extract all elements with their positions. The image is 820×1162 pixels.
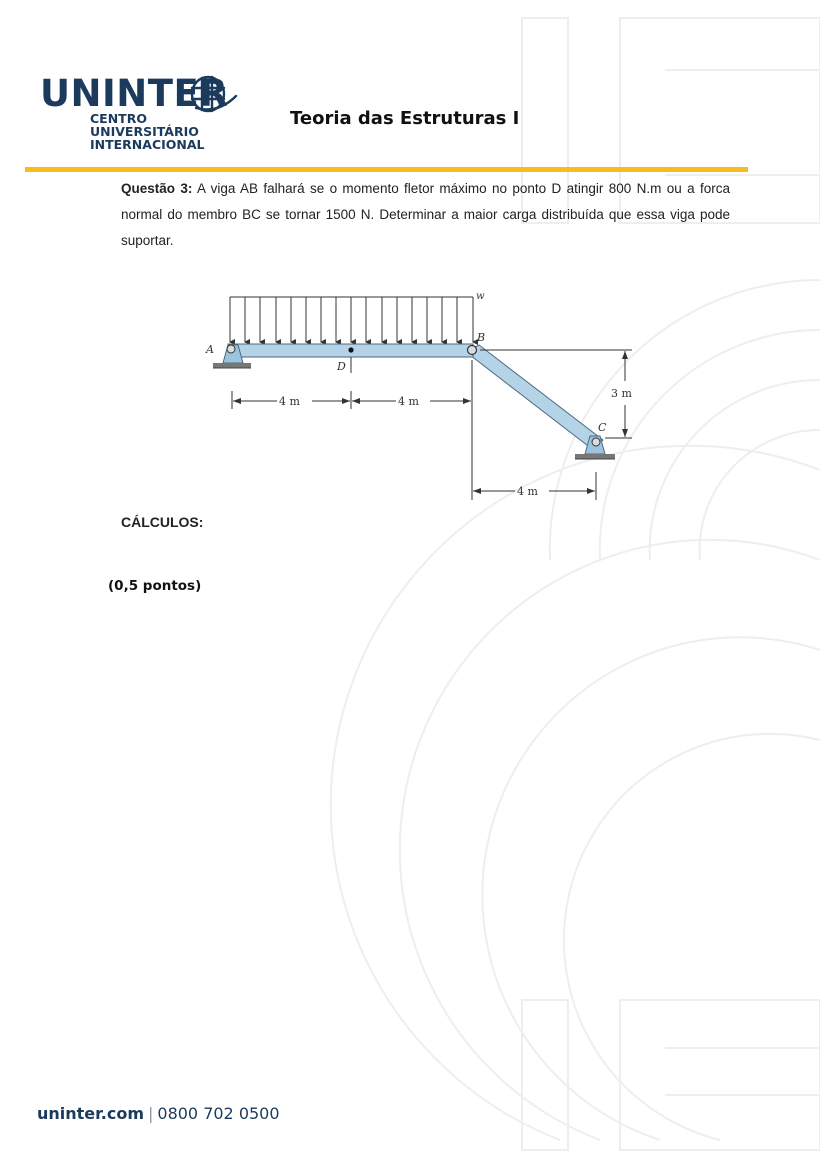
member-bc xyxy=(466,345,603,449)
label-c: C xyxy=(598,421,607,434)
footer-phone: 0800 702 0500 xyxy=(157,1104,280,1123)
logo-subtitle-line: INTERNACIONAL xyxy=(90,137,205,152)
uninter-logo xyxy=(40,70,250,155)
dim-db-label: 4 m xyxy=(398,395,419,408)
header-rule xyxy=(25,167,748,172)
logo-subtitle-line: UNIVERSITÁRIO xyxy=(90,124,199,139)
logo-subtitle-line: CENTRO xyxy=(90,111,147,126)
footer xyxy=(37,1104,280,1123)
question-label: Questão 3: xyxy=(121,181,193,196)
distributed-load xyxy=(230,297,473,342)
footer-site: uninter.com xyxy=(37,1104,144,1123)
label-d: D xyxy=(337,360,346,373)
load-label: w xyxy=(476,291,485,302)
dimension-beam xyxy=(232,360,472,500)
globe-icon xyxy=(188,74,240,114)
point-d-marker xyxy=(348,347,353,352)
question-text xyxy=(121,176,730,254)
calculations-heading: CÁLCULOS: xyxy=(121,514,204,530)
label-b: B xyxy=(477,331,486,344)
dim-bc-horizontal-label: 4 m xyxy=(517,485,538,498)
label-a: A xyxy=(206,343,214,356)
beam-figure xyxy=(200,285,650,507)
footer-separator: | xyxy=(148,1104,154,1123)
question-body: A viga AB falhará se o momento fletor máximo no ponto D atingir 800 N.m ou a forca normal do membro BC se tornar 1500 N. Determinar a maior carga distribuída que essa viga pode suportar. xyxy=(121,181,730,248)
score-label: (0,5 pontos) xyxy=(108,578,202,594)
document-title: Teoria das Estruturas I xyxy=(290,108,520,129)
logo-subtitle xyxy=(90,112,205,151)
dim-ad-label: 4 m xyxy=(279,395,300,408)
dim-bc-vertical-label: 3 m xyxy=(611,387,632,400)
logo-brand: UNINTER xyxy=(40,72,229,115)
pin-b xyxy=(468,346,477,355)
